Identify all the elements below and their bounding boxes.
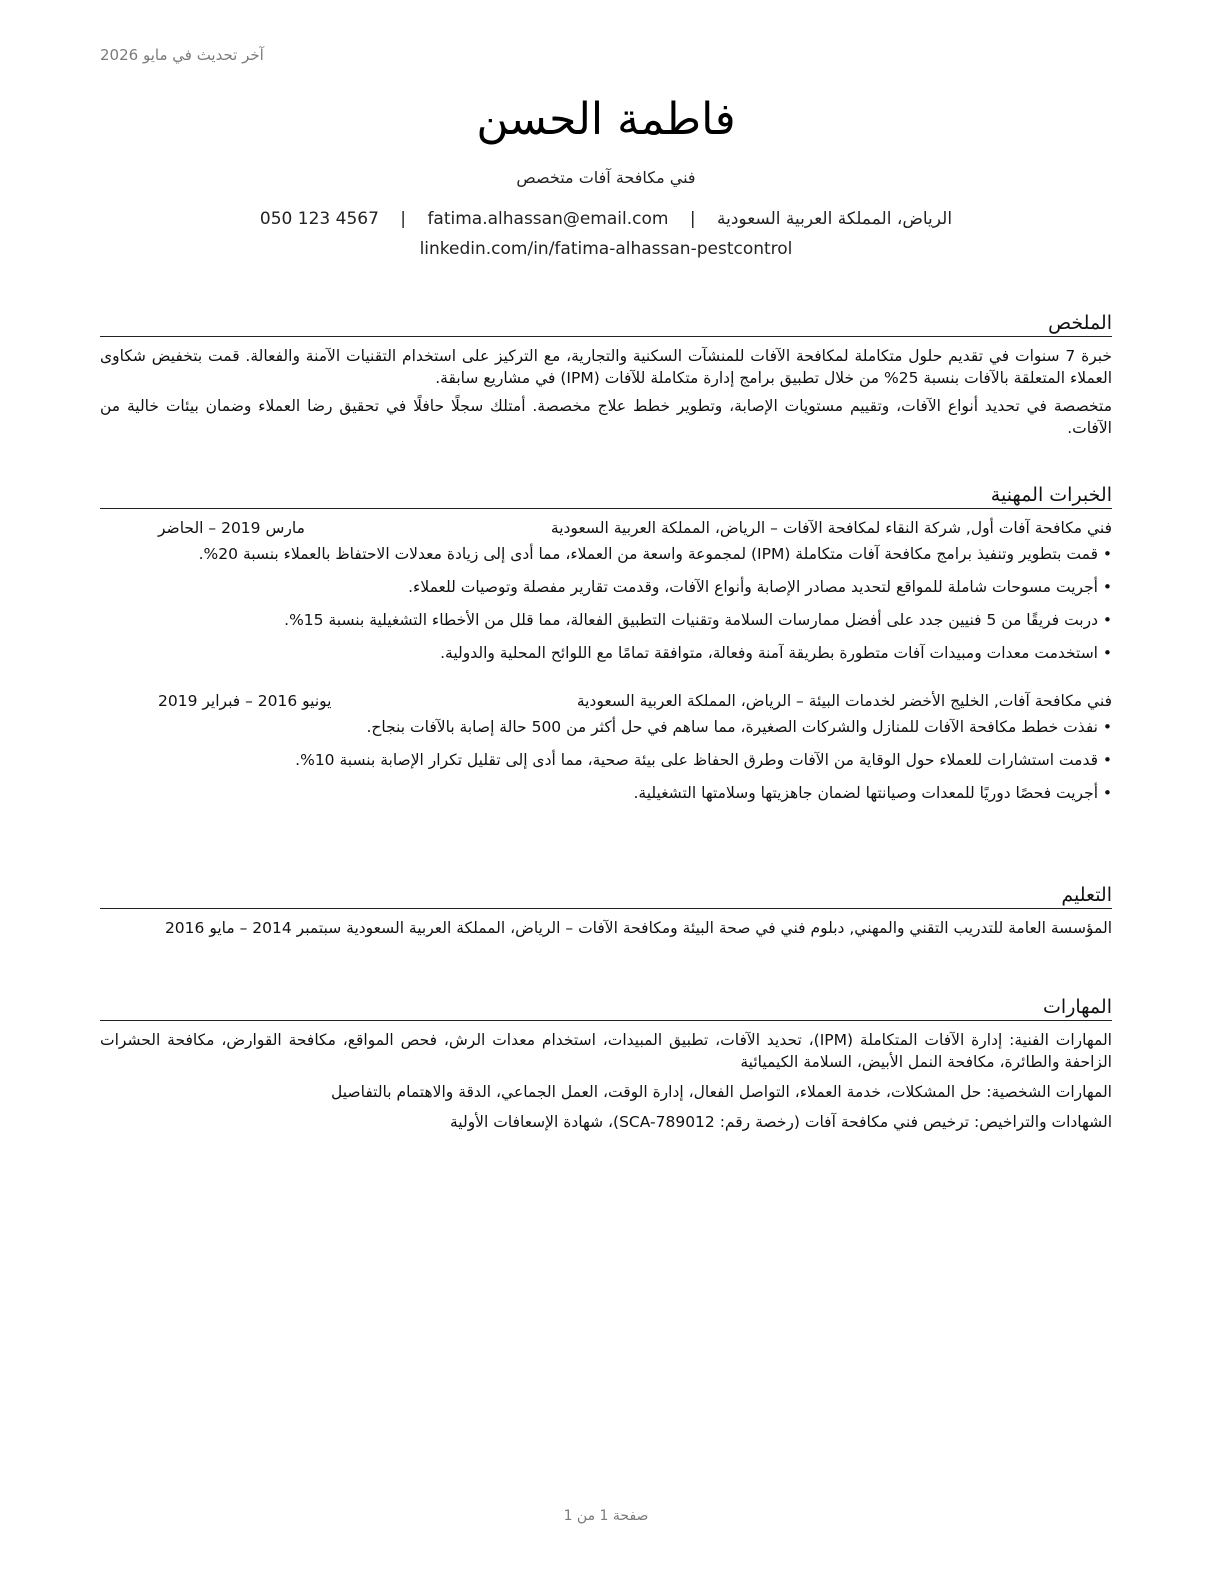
experience-section [100, 484, 1112, 815]
job-bullet: • قدمت استشارات للعملاء حول الوقاية من الآفات وطرق الحفاظ على بيئة صحية، مما أدى إلى تقليل تكرار الإصابة بنسبة 10%. [100, 749, 1112, 771]
job-dates: مارس 2019 – الحاضر [158, 519, 305, 537]
job-bullet: • دربت فريقًا من 5 فنيين جدد على أفضل ممارسات السلامة وتقنيات التطبيق الفعالة، مما قلل من الأخطاء التشغيلية بنسبة 15%. [100, 609, 1112, 631]
job-bullet: • نفذت خطط مكافحة الآفات للمنازل والشركات الصغيرة، مما ساهم في حل أكثر من 500 حالة إصابة بالآفات بنجاح. [100, 716, 1112, 738]
skills-soft: المهارات الشخصية: حل المشكلات، خدمة العملاء، التواصل الفعال، إدارة الوقت، العمل الجماعي، الدقة والاهتمام بالتفاصيل [331, 1083, 1112, 1101]
candidate-title: فني مكافحة آفات متخصص [516, 168, 696, 187]
contact-email[interactable]: fatima.alhassan@email.com [427, 209, 669, 229]
last-updated-note: آخر تحديث في مايو 2026 [100, 46, 264, 64]
job-bullets [100, 716, 1112, 804]
job-bullet: • أجريت فحصًا دوريًا للمعدات وصيانتها لضمان جاهزيتها وسلامتها التشغيلية. [100, 782, 1112, 804]
contact-phone[interactable]: 050 123 4567 [259, 209, 379, 229]
summary-section [100, 312, 1112, 445]
page-number: صفحة 1 من 1 [563, 1508, 649, 1524]
job-entry [100, 690, 1112, 804]
job-title-company: فني مكافحة آفات, الخليج الأخضر لخدمات البيئة – الرياض، المملكة العربية السعودية [576, 692, 1112, 710]
candidate-name: فاطمة الحسن [476, 94, 736, 145]
skills-technical: المهارات الفنية: إدارة الآفات المتكاملة (IPM)، تحديد الآفات، تطبيق المبيدات، استخدام معدات الرش، فحص المواقع، مكافحة القوارض، مكافحة الحشرات الزاحفة والطائرة، مكافحة النمل الأبيض، السلامة الكيميائية [100, 1031, 1112, 1071]
skills-section [100, 996, 1112, 1141]
resume-header [100, 90, 1112, 259]
contact-line [100, 209, 1112, 229]
job-entry [100, 517, 1112, 664]
job-title-company: فني مكافحة آفات أول, شركة النقاء لمكافحة الآفات – الرياض، المملكة العربية السعودية [550, 519, 1112, 537]
job-header [100, 517, 1112, 539]
job-dates: يونيو 2016 – فبراير 2019 [158, 692, 332, 710]
contact-separator: | [400, 209, 407, 229]
education-entry [100, 917, 1112, 939]
contact-location: الرياض، المملكة العربية السعودية [717, 209, 953, 229]
section-heading-summary: الملخص [100, 312, 1112, 337]
contact-linkedin[interactable]: linkedin.com/in/fatima-alhassan-pestcontrol [419, 239, 793, 259]
contact-separator: | [689, 209, 696, 229]
job-header [100, 690, 1112, 712]
education-dates: سبتمبر 2014 – مايو 2016 [164, 919, 342, 937]
section-heading-education: التعليم [100, 884, 1112, 909]
job-bullet: • قمت بتطوير وتنفيذ برامج مكافحة آفات متكاملة (IPM) لمجموعة واسعة من العملاء، مما أدى إلى زيادة معدلات الاحتفاظ بالعملاء بنسبة 20%. [100, 543, 1112, 565]
summary-paragraph: متخصصة في تحديد أنواع الآفات، وتقييم مستويات الإصابة، وتطوير خطط علاج مخصصة. أمتلك سجلًا حافلًا في تحقيق رضا العملاء وضمان بيئات خالية من الآفات. [100, 397, 1112, 437]
education-section [100, 884, 1112, 939]
section-heading-skills: المهارات [100, 996, 1112, 1021]
job-bullet: • استخدمت معدات ومبيدات آفات متطورة بطريقة آمنة وفعالة، متوافقة تمامًا مع اللوائح المحلية والدولية. [100, 642, 1112, 664]
education-institution: المؤسسة العامة للتدريب التقني والمهني, دبلوم فني في صحة البيئة ومكافحة الآفات – الرياض، المملكة العربية السعودية [346, 919, 1112, 937]
section-heading-experience: الخبرات المهنية [100, 484, 1112, 509]
skills-certifications: الشهادات والتراخيص: ترخيص فني مكافحة آفات (رخصة رقم: SCA-789012)، شهادة الإسعافات الأولية [449, 1113, 1112, 1131]
resume-page [100, 0, 1112, 1584]
summary-paragraph: خبرة 7 سنوات في تقديم حلول متكاملة لمكافحة الآفات للمنشآت السكنية والتجارية، مع التركيز على استخدام التقنيات الآمنة والفعالة. قمت بتخفيض شكاوى العملاء المتعلقة بالآفات بنسبة 25% من خلال تطبيق برامج إدارة متكاملة للآفات (IPM) في مشاريع سابقة. [100, 347, 1113, 387]
job-bullet: • أجريت مسوحات شاملة للمواقع لتحديد مصادر الإصابة وأنواع الآفات، وقدمت تقارير مفصلة وتوصيات للعملاء. [100, 576, 1112, 598]
job-bullets [100, 543, 1112, 664]
